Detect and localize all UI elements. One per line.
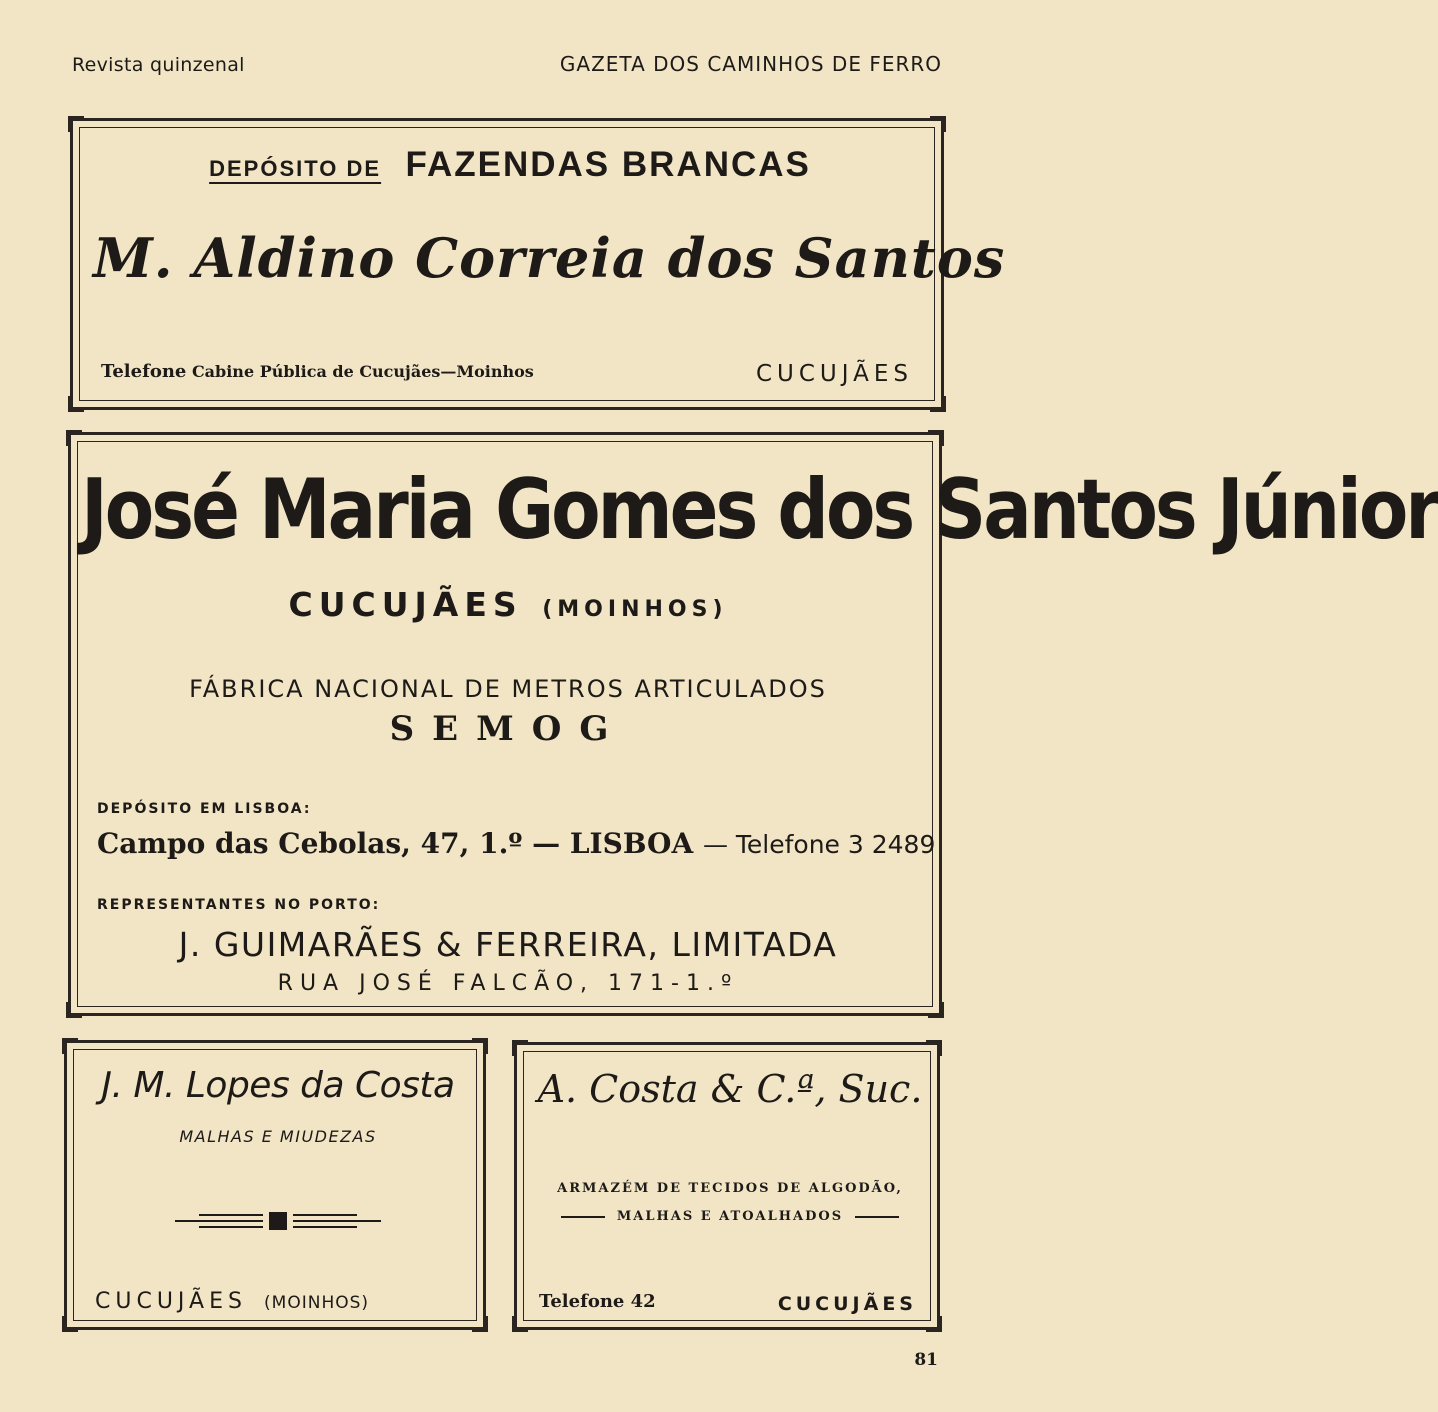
ad3-town-sub: (MOINHOS) — [264, 1293, 370, 1313]
ad1-business-name: M. Aldino Correia dos Santos — [93, 226, 1006, 290]
frame-corner — [472, 1038, 488, 1054]
dash-divider — [855, 1216, 899, 1218]
ad4-phone: Telefone 42 — [539, 1291, 656, 1312]
ad2-town-sub: (MOINHOS) — [542, 597, 728, 622]
ad4-line1: ARMAZÉM DE TECIDOS DE ALGODÃO, — [557, 1181, 903, 1196]
ad2-deposit-label: DEPÓSITO EM LISBOA: — [97, 801, 312, 817]
frame-corner — [930, 116, 946, 132]
ad4-business-name: A. Costa & C.ª, Suc. — [537, 1067, 923, 1111]
ad1-heading — [143, 145, 877, 185]
frame-corner — [68, 116, 84, 132]
frame-corner — [512, 1316, 528, 1332]
ad2-lisboa-line — [97, 827, 936, 860]
ad2-town: CUCUJÃES — [288, 585, 523, 624]
header-right: GAZETA DOS CAMINHOS DE FERRO — [559, 52, 942, 76]
ad1-heading-big: FAZENDAS BRANCAS — [405, 145, 811, 184]
ad2-porto-street: RUA JOSÉ FALCÃO, 171-1.º — [277, 971, 739, 996]
ornament-divider-icon — [175, 1209, 381, 1233]
frame-corner — [62, 1038, 78, 1054]
ad-jose-maria-gomes — [68, 432, 1438, 1016]
frame-corner — [68, 396, 84, 412]
frame-corner — [512, 1040, 528, 1056]
ad-a-costa — [514, 1042, 940, 1330]
ad2-porto-label: REPRESENTANTES NO PORTO: — [97, 897, 381, 913]
ad3-subtitle: MALHAS E MIUDEZAS — [179, 1127, 377, 1146]
ad1-phone — [101, 361, 534, 382]
frame-corner — [472, 1316, 488, 1332]
ad3-town-line — [95, 1289, 369, 1314]
ad1-phone-label: Telefone — [101, 361, 187, 382]
page-number: 81 — [914, 1350, 938, 1370]
frame-corner — [926, 1040, 942, 1056]
frame-corner — [66, 1002, 82, 1018]
ad1-heading-small: DEPÓSITO DE — [209, 156, 382, 181]
ad4-line2: MALHAS E ATOALHADOS — [616, 1209, 844, 1224]
ad1-phone-text: Cabine Pública de Cucujães—Moinhos — [191, 362, 534, 381]
ad2-business-name: José Maria Gomes dos Santos Júnior — [81, 461, 1438, 558]
frame-corner — [62, 1316, 78, 1332]
frame-corner — [930, 396, 946, 412]
ad-lopes-da-costa — [64, 1040, 486, 1330]
ad4-line2-wrap — [517, 1209, 943, 1224]
ad4-town: CUCUJÃES — [777, 1293, 917, 1315]
ad2-factory: FÁBRICA NACIONAL DE METROS ARTICULADOS — [189, 675, 827, 703]
header-left: Revista quinzenal — [72, 54, 245, 76]
ad2-lisboa-address: Campo das Cebolas, 47, 1.º — LISBOA — [97, 827, 694, 860]
ad1-town: CUCUJÃES — [755, 361, 913, 387]
frame-corner — [926, 1316, 942, 1332]
ad2-lisboa-phone: — Telefone 3 2489 — [702, 830, 936, 859]
frame-corner — [66, 430, 82, 446]
ad2-town-line — [71, 585, 945, 624]
dash-divider — [561, 1216, 605, 1218]
frame-corner — [928, 1002, 944, 1018]
ad3-town: CUCUJÃES — [95, 1289, 247, 1314]
ad2-porto-company: J. GUIMARÃES & FERREIRA, LIMITADA — [178, 925, 838, 964]
ad3-business-name: J. M. Lopes da Costa — [101, 1065, 455, 1106]
ad-fazendas-brancas — [70, 118, 1006, 410]
frame-corner — [928, 430, 944, 446]
ad2-brand: SEMOG — [389, 709, 627, 749]
